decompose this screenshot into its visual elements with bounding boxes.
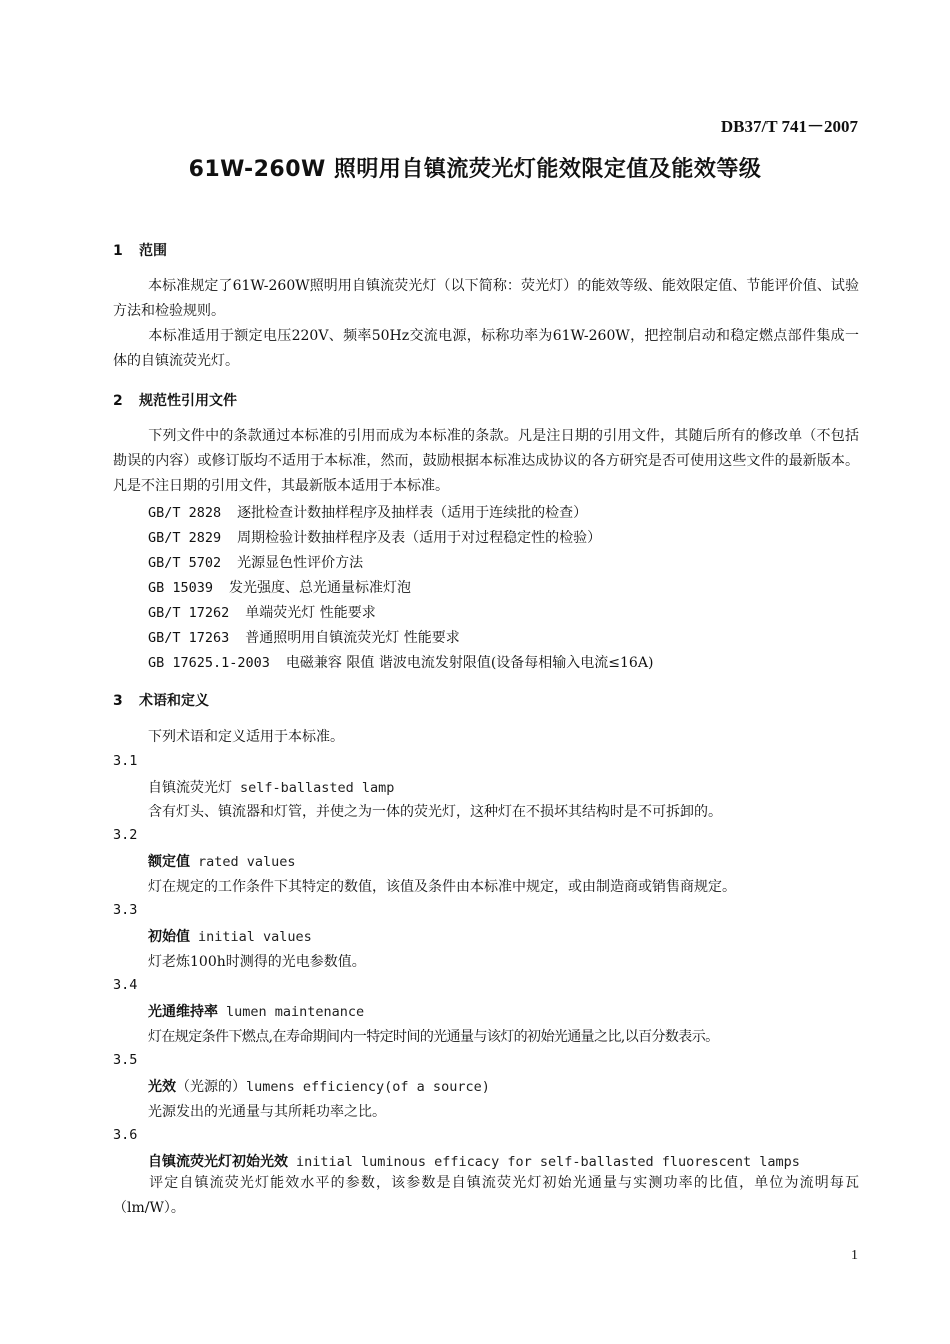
term-definition: 灯老炼100h时测得的光电参数值。	[148, 954, 366, 970]
term-definition: 灯在规定条件下燃点,在寿命期间内一特定时间的光通量与该灯的初始光通量之比,以百分数表示。	[148, 1029, 719, 1045]
term-heading: 光效（光源的）lumens efficiency(of a source)	[148, 1079, 490, 1095]
term-number: 3.6	[113, 1127, 138, 1143]
term-heading: 自镇流荧光灯初始光效 initial luminous efficacy for self-ballasted fluorescent lamps	[148, 1154, 800, 1170]
section-3-heading	[113, 690, 209, 710]
term-heading: 额定值 rated values	[148, 854, 296, 870]
term-number: 3.4	[113, 977, 138, 993]
reference-item: GB 17625.1-2003 电磁兼容 限值 谐波电流发射限值(设备每相输入电流≤16A)	[148, 655, 654, 671]
term-definition: 灯在规定的工作条件下其特定的数值，该值及条件由本标准中规定，或由制造商或销售商规定。	[148, 879, 736, 895]
term-number: 3.3	[113, 902, 138, 918]
section-1-heading	[113, 240, 167, 260]
reference-item: GB/T 17263 普通照明用自镇流荧光灯 性能要求	[148, 630, 460, 646]
term-number: 3.2	[113, 827, 138, 843]
reference-item: GB/T 2829 周期检验计数抽样程序及表（适用于对过程稳定性的检验）	[148, 530, 602, 546]
term-definition: 评定自镇流荧光灯能效水平的参数，该参数是自镇流荧光灯初始光通量与实测功率的比值，单位为流明每瓦（lm/W）。	[113, 1175, 859, 1216]
section-number: 2	[113, 393, 123, 409]
term-number: 3.5	[113, 1052, 138, 1068]
section-title: 规范性引用文件	[139, 393, 237, 409]
term-definition: 含有灯头、镇流器和灯管，并使之为一体的荧光灯，这种灯在不损坏其结构时是不可拆卸的。	[148, 804, 722, 820]
section-number: 1	[113, 243, 123, 259]
reference-item: GB/T 2828 逐批检查计数抽样程序及抽样表（适用于连续批的检查）	[148, 505, 588, 521]
page-number: 1	[851, 1248, 858, 1263]
document-title: 61W-260W 照明用自镇流荧光灯能效限定值及能效等级	[188, 157, 762, 182]
section-number: 3	[113, 693, 123, 709]
reference-item: GB 15039 发光强度、总光通量标准灯泡	[148, 580, 412, 596]
section-3-intro: 下列术语和定义适用于本标准。	[148, 729, 344, 745]
reference-item: GB/T 17262 单端荧光灯 性能要求	[148, 605, 376, 621]
section-2-heading	[113, 390, 237, 410]
section-1-paragraph-2: 本标准适用于额定电压220V、频率50Hz交流电源，标称功率为61W-260W，把控制启动和稳定燃点部件集成一体的自镇流荧光灯。	[113, 328, 859, 369]
section-1-paragraph-1: 本标准规定了61W-260W照明用自镇流荧光灯（以下简称：荧光灯）的能效等级、能效限定值、节能评价值、试验方法和检验规则。	[113, 278, 859, 319]
document-number: DB37/T 741－2007	[720, 117, 858, 136]
term-heading: 自镇流荧光灯 self-ballasted lamp	[148, 780, 395, 796]
reference-item: GB/T 5702 光源显色性评价方法	[148, 555, 364, 571]
section-2-paragraph: 下列文件中的条款通过本标准的引用而成为本标准的条款。凡是注日期的引用文件，其随后所有的修改单（不包括勘误的内容）或修订版均不适用于本标准，然而，鼓励根据本标准达成协议的各方研究是否可使用这些文件的最新版本。凡是不注日期的引用文件，其最新版本适用于本标准。	[113, 428, 859, 494]
term-definition: 光源发出的光通量与其所耗功率之比。	[148, 1104, 386, 1120]
term-number: 3.1	[113, 753, 138, 769]
section-title: 范围	[139, 243, 167, 259]
section-title: 术语和定义	[139, 693, 209, 709]
term-heading: 初始值 initial values	[148, 929, 312, 945]
term-heading: 光通维持率 lumen maintenance	[148, 1004, 365, 1020]
